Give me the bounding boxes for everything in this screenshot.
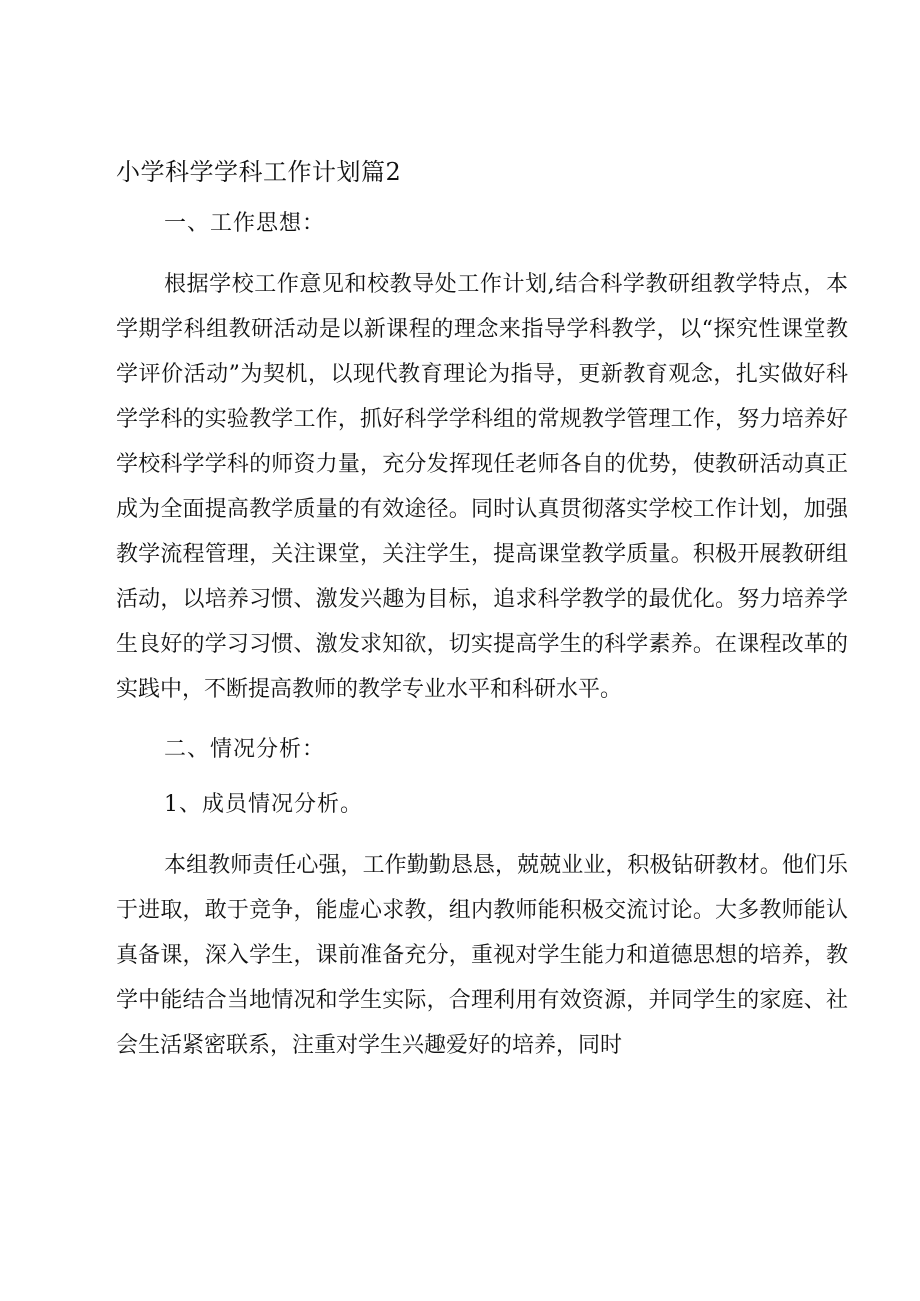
- paragraph-work-thought: 根据学校工作意见和校教导处工作计划,结合科学教研组教学特点，本学期学科组教研活动是以新课程的理念来指导学科教学，以“探究性课堂教学评价活动”为契机，以现代教育理论为指导，更新教育观念，扎实做好科学学科的实验教学工作，抓好科学学科组的常规教学管理工作，努力培养好学校科学学科的师资力量，充分发挥现任老师各自的优势，使教研活动真正成为全面提高教学质量的有效途径。同时认真贯彻落实学校工作计划，加强教学流程管理，关注课堂，关注学生，提高课堂教学质量。积极开展教研组活动，以培养习惯、激发兴趣为目标，追求科学教学的最优化。努力培养学生良好的学习习惯、激发求知欲，切实提高学生的科学素养。在课程改革的实践中，不断提高教师的教学专业水平和科研水平。: [116, 272, 848, 702]
- document-title: 小学科学学科工作计划篇2: [116, 158, 402, 186]
- paragraph-member-analysis: 本组教师责任心强，工作勤勤恳恳，兢兢业业，积极钻研教材。他们乐于进取，敢于竞争，能虚心求教，组内教师能积极交流讨论。大多教师能认真备课，深入学生，课前准备充分，重视对学生能力和道德思想的培养，教学中能结合当地情况和学生实际，合理利用有效资源，并同学生的家庭、社会生活紧密联系，注重对学生兴趣爱好的培养，同时: [116, 853, 848, 1058]
- subheading-member-analysis: 1、成员情况分析。: [164, 792, 363, 817]
- section-heading-work-thought: 一、工作思想：: [164, 211, 326, 236]
- section-heading-situation-analysis: 二、情况分析：: [164, 737, 326, 762]
- document-body: [116, 155, 848, 1068]
